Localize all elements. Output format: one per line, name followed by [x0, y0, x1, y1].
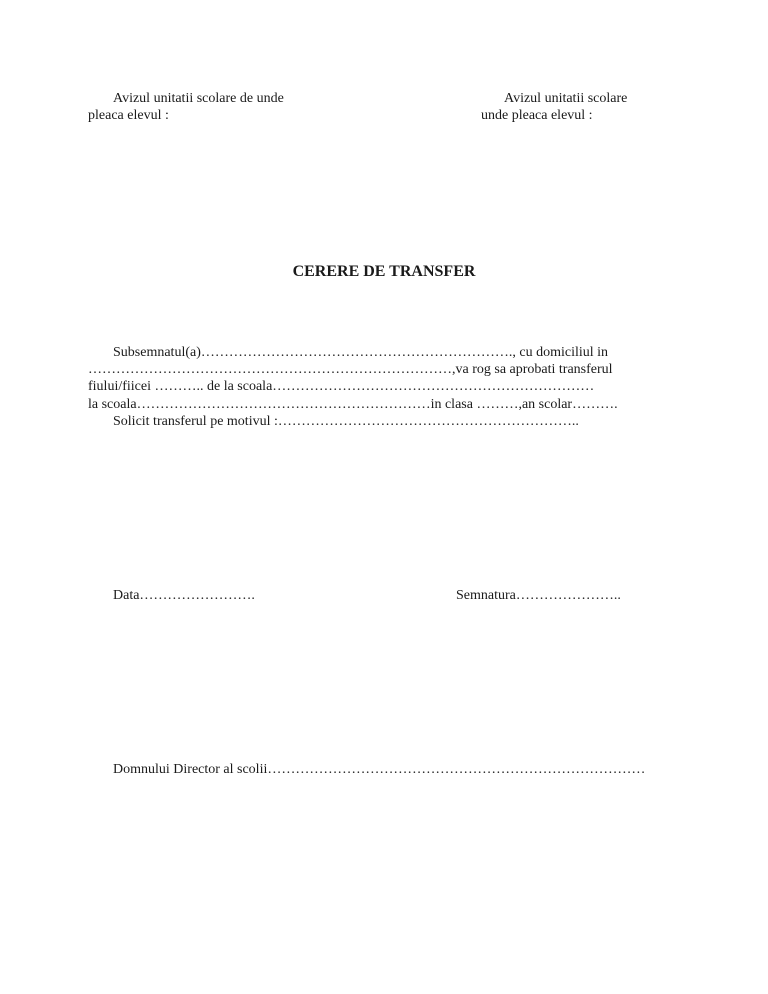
body-line-4: la scoala………………………………………………………in clasa ………,an scolar……….: [88, 397, 618, 412]
header-right-line1: Avizul unitatii scolare: [504, 91, 628, 106]
date-field: Data…………………….: [113, 588, 255, 603]
body-line-1: Subsemnatul(a)…………………………………………………………., cu domiciliul in: [113, 345, 609, 360]
signature-field: Semnatura…………………..: [456, 588, 621, 603]
body-line-5: Solicit transferul pe motivul :………………………………………………………..: [113, 414, 579, 429]
header-right-line2: unde pleaca elevul :: [481, 108, 593, 123]
body-line-2: ……………………………………………………………………,va rog sa aprobati transferul: [88, 362, 613, 377]
director-line: Domnului Director al scolii………………………………………………………………………: [113, 762, 646, 777]
header-left-line1: Avizul unitatii scolare de unde: [113, 91, 284, 106]
header-left-line2: pleaca elevul :: [88, 108, 169, 123]
body-line-3: fiului/fiicei ……….. de la scoala……………………………………………………………: [88, 379, 595, 394]
document-title: CERERE DE TRANSFER: [292, 263, 476, 280]
